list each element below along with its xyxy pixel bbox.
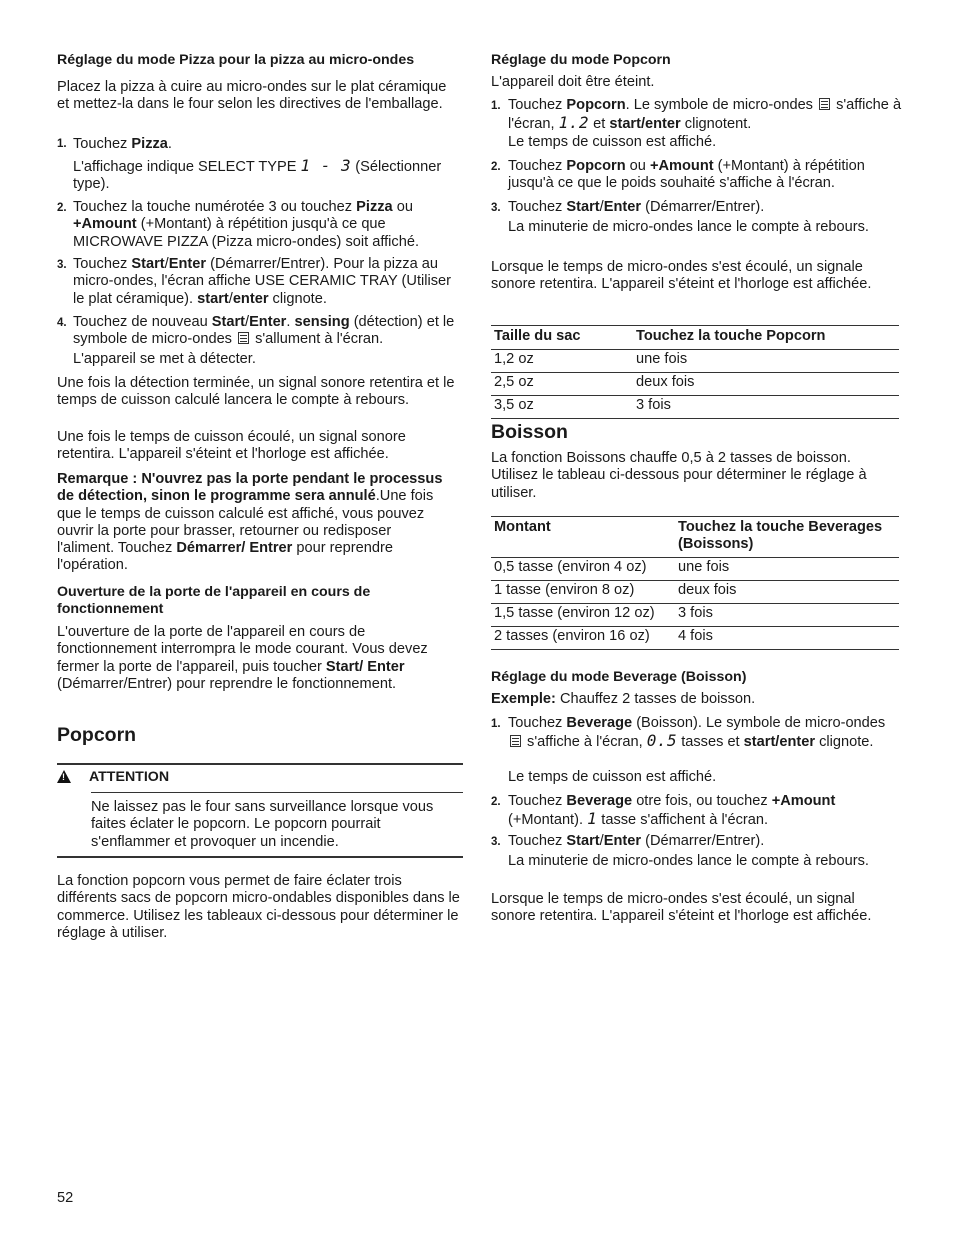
- popcorn-mode-intro: L'appareil doit être éteint.: [491, 74, 655, 90]
- table-row: [491, 627, 899, 650]
- table-row: [491, 604, 899, 627]
- pizza-step-1: Touchez Pizza.: [73, 136, 172, 152]
- microwave-icon: [238, 332, 249, 344]
- attention-top-rule: [57, 763, 463, 765]
- table-cell: 2,5 oz: [491, 373, 633, 396]
- table-header: Montant: [494, 519, 551, 535]
- table-cell: 1 tasse (environ 8 oz): [491, 581, 675, 604]
- table-cell: deux fois: [675, 581, 899, 604]
- pizza-step-2: Touchez la touche numérotée 3 ou touchez Pizza ou +Amount (+Montant) à répétition jusqu'à ce que MICROWAVE PIZZA (Pizza micro-ondes) soit affiché.: [73, 199, 420, 250]
- attention-bottom-rule: [57, 856, 463, 858]
- table-header: Touchez la touche Popcorn: [636, 328, 826, 344]
- step-number-2: 2.: [491, 796, 501, 808]
- microwave-icon: [510, 735, 521, 747]
- door-paragraph: L'ouverture de la porte de l'appareil en cours de fonctionnement interrompra le mode courant. Vous devez fermer la porte de l'appareil, puis toucher Start/ Enter (Démarrer/Entrer) pour reprendre le fonctionnement.: [57, 624, 428, 692]
- table-cell: 2 tasses (environ 16 oz): [491, 627, 675, 650]
- table-cell: 0,5 tasse (environ 4 oz): [491, 558, 675, 581]
- step-number-2: 2.: [491, 161, 501, 173]
- pizza-intro: Placez la pizza à cuire au micro-ondes sur le plat céramique et mettez-la dans le four selon les directives de l'emballage.: [57, 79, 447, 113]
- attention-header: ! ATTENTION: [57, 769, 169, 786]
- pizza-heading: Réglage du mode Pizza pour la pizza au micro-ondes: [57, 52, 415, 68]
- beverage-step-1-note: Le temps de cuisson est affiché.: [508, 769, 717, 785]
- beverage-step-3-note: La minuterie de micro-ondes lance le compte à rebours.: [508, 853, 869, 869]
- step-number-3: 3.: [491, 836, 501, 848]
- table-cell: une fois: [633, 350, 899, 373]
- table-cell: une fois: [675, 558, 899, 581]
- table-row: [491, 396, 899, 419]
- beverage-end-paragraph: Lorsque le temps de micro-ondes s'est écoulé, un signal sonore retentira. L'appareil s'éteint et l'horloge est affichée.: [491, 891, 872, 925]
- table-header: Taille du sac: [494, 328, 581, 344]
- step-number-1: 1.: [57, 138, 67, 150]
- beverage-step-3: Touchez Start/Enter (Démarrer/Entrer).: [508, 833, 765, 849]
- pizza-step-1-note: L'affichage indique SELECT TYPE 1 - 3 (Sélectionner type).: [73, 156, 442, 193]
- table-cell: deux fois: [633, 373, 899, 396]
- example-line: Exemple: Chauffez 2 tasses de boisson.: [491, 691, 756, 707]
- display-quantity: 0.5: [646, 731, 678, 751]
- step-number-2: 2.: [57, 202, 67, 214]
- step-number-4: 4.: [57, 317, 67, 329]
- pizza-step-4-note: L'appareil se met à détecter.: [73, 351, 256, 367]
- table-header-row: [491, 517, 899, 558]
- beverage-step-1: Touchez Beverage (Boisson). Le symbole de micro-ondes s'affiche à l'écran, 0.5 tasses et start/enter clignote.: [508, 715, 886, 751]
- table-header: Touchez la touche Beverages (Boissons): [678, 519, 883, 552]
- step-number-1: 1.: [491, 718, 501, 730]
- table-cell: 3 fois: [675, 604, 899, 627]
- popcorn-intro: La fonction popcorn vous permet de faire éclater trois différents sacs de popcorn micro-ondables disponibles dans le commerce. Utilisez les tableaux ci-dessous pour déterminer le réglage à utiliser.: [57, 873, 460, 941]
- table-header-row: [491, 326, 899, 350]
- attention-text: Ne laissez pas le four sans surveillance lorsque vous faites éclater le popcorn. Le popcorn pourrait s'enflammer et provoquer un incendie.: [91, 799, 434, 850]
- step-number-3: 3.: [57, 259, 67, 271]
- table-cell: 1,5 tasse (environ 12 oz): [491, 604, 675, 627]
- display-quantity: 1: [587, 809, 598, 829]
- detect-paragraph: Une fois la détection terminée, un signal sonore retentira et le temps de cuisson calculé lancera le compte à rebours.: [57, 375, 455, 409]
- beverage-table: [491, 516, 899, 650]
- table-cell: 3,5 oz: [491, 396, 633, 419]
- popcorn-step-1: Touchez Popcorn. Le symbole de micro-ondes s'affiche à l'écran, 1.2 et start/enter clignotent.: [508, 97, 902, 133]
- popcorn-mode-heading: Réglage du mode Popcorn: [491, 52, 671, 68]
- pizza-step-3: Touchez Start/Enter (Démarrer/Entrer). Pour la pizza au micro-ondes, l'écran affiche USE CERAMIC TRAY (Utiliser le plat céramique). start/enter clignote.: [73, 256, 452, 307]
- table-cell: 3 fois: [633, 396, 899, 419]
- popcorn-step-3-note: La minuterie de micro-ondes lance le compte à rebours.: [508, 219, 869, 235]
- display-weight: 1.2: [558, 113, 590, 133]
- attention-mid-rule: [91, 792, 463, 793]
- table-cell: 1,2 oz: [491, 350, 633, 373]
- remark-paragraph: Remarque : N'ouvrez pas la porte pendant le processus de détection, sinon le programme sera annulé.Une fois que le temps de cuisson calculé est affiché, vous pouvez ouvrir la porte pour brasser, retourner ou redisposer l'aliment. Touchez Démarrer/ Entrer pour reprendre l'opération.: [57, 471, 443, 574]
- table-row: [491, 581, 899, 604]
- door-heading: Ouverture de la porte de l'appareil en cours de fonctionnement: [57, 584, 371, 617]
- pizza-step-4: Touchez de nouveau Start/Enter. sensing (détection) et le symbole de micro-ondes s'allument à l'écran.: [73, 314, 455, 348]
- popcorn-table: [491, 325, 899, 419]
- step-number-1: 1.: [491, 100, 501, 112]
- step-number-3: 3.: [491, 202, 501, 214]
- table-cell: 4 fois: [675, 627, 899, 650]
- popcorn-step-2: Touchez Popcorn ou +Amount (+Montant) à répétition jusqu'à ce que le poids souhaité s'affiche à l'écran.: [508, 158, 865, 192]
- popcorn-end-paragraph: Lorsque le temps de micro-ondes s'est écoulé, un signale sonore retentira. L'appareil s'éteint et l'horloge est affichée.: [491, 259, 872, 293]
- table-row: [491, 558, 899, 581]
- popcorn-step-3: Touchez Start/Enter (Démarrer/Entrer).: [508, 199, 765, 215]
- warning-icon: [57, 770, 71, 783]
- display-select-type: 1 - 3: [300, 156, 352, 175]
- beverage-step-2: Touchez Beverage otre fois, ou touchez +Amount (+Montant). 1 tasse s'affichent à l'écran.: [508, 793, 836, 829]
- popcorn-heading: Popcorn: [57, 724, 137, 746]
- table-row: [491, 350, 899, 373]
- boisson-intro: La fonction Boissons chauffe 0,5 à 2 tasses de boisson. Utilisez le tableau ci-dessous pour déterminer le réglage à utiliser.: [491, 450, 867, 501]
- table-row: [491, 373, 899, 396]
- popcorn-step-1-note: Le temps de cuisson est affiché.: [508, 134, 717, 150]
- cook-done-paragraph: Une fois le temps de cuisson écoulé, un signal sonore retentira. L'appareil s'éteint et l'horloge est affichée.: [57, 429, 406, 463]
- beverage-mode-heading: Réglage du mode Beverage (Boisson): [491, 669, 747, 685]
- page-number: 52: [57, 1190, 74, 1206]
- boisson-heading: Boisson: [491, 421, 568, 443]
- microwave-icon: [819, 98, 830, 110]
